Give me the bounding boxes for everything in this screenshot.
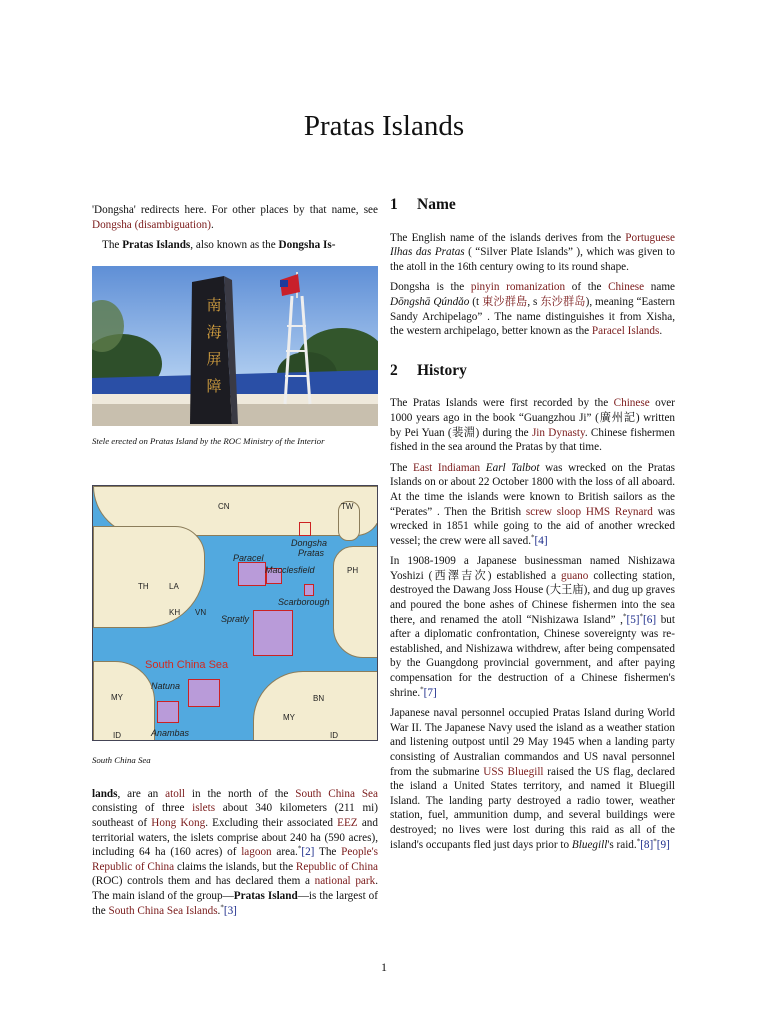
natuna-marker bbox=[188, 679, 220, 707]
map-label-la: LA bbox=[169, 581, 179, 591]
map-label-natuna: Natuna bbox=[151, 680, 181, 691]
chinese-link-2[interactable]: Chinese bbox=[613, 397, 650, 410]
map-label-id-east: ID bbox=[330, 730, 338, 740]
south-china-sea-map bbox=[92, 485, 378, 741]
citation-5[interactable]: [5] bbox=[626, 613, 640, 626]
map-caption: South China Sea bbox=[92, 754, 151, 765]
pinyin-link[interactable]: pinyin romanization bbox=[470, 281, 566, 294]
history-paragraph-1: The Pratas Islands were first recorded by the Chinese over 1000 years ago in the book “Guangzhou Ji” (廣州記) written by Pei Yuan (裴淵) during the Jin Dynasty. Chinese fishermen fished in the sea around the Pratas by that time. bbox=[390, 397, 675, 454]
map-label-th: TH bbox=[138, 581, 149, 591]
citation-7[interactable]: [7] bbox=[423, 686, 437, 699]
map-label-anambas: Anambas bbox=[151, 727, 190, 738]
uss-bluegill-link[interactable]: USS Bluegill bbox=[483, 765, 544, 778]
islets-link[interactable]: islets bbox=[192, 802, 216, 815]
name-paragraph-1: The English name of the islands derives from the Portuguese Ilhas das Pratas ( “Silver Plate Islands” ), which was given to the atoll in the 16th century owing to its round shape. bbox=[390, 231, 675, 273]
portuguese-link[interactable]: Portuguese bbox=[625, 231, 675, 244]
map-label-scarborough: Scarborough bbox=[278, 596, 330, 607]
screw-sloop-link[interactable]: screw sloop bbox=[525, 505, 582, 518]
redirect-note: 'Dongsha' redirects here. For other places by that name, see Dongsha (disambiguation). bbox=[92, 204, 378, 231]
prc-link[interactable]: People's Republic of China bbox=[92, 846, 378, 873]
map-label-paracel: Paracel bbox=[233, 552, 264, 563]
map-label-sea: South China Sea bbox=[145, 658, 229, 671]
map-label-my-west: MY bbox=[111, 692, 123, 702]
history-paragraph-4: Japanese naval personnel occupied Pratas Island during World War II. The Japanese Navy used the island as a weather station and listening outpost until 29 May 1945 when a landing party consisting of Australian commandos and US naval personnel from the submarine USS Bluegill raised the US flag, declared the island a United States territory, and named it Bluegill Island. The landing party destroyed a radio tower, weather station, fuel, ammunition dump, and several buildings were destroyed; no lives were lost during this raid as all of the island's occupants fled just days prior to Bluegill's raid.*[8]*[9] bbox=[390, 707, 675, 851]
history-paragraph-3: In 1908-1909 a Japanese businessman named Nishizawa Yoshizi (西澤吉次) established a guano collecting station, destroyed the Dawang Joss House (大王庙), and dug up graves and poured the bone ashes of Chinese fishermen into the sea there, and renamed the atoll “Nishizawa Island” ,*[5]*[6] but after a diplomatic confrontation, Chinese sovereignty was re-established, and Nishizawa withdrew, after being compensated by the Guangdong provincial government, and after paying compensation for the destruction of a Chinese fishermen's shrine.*[7] bbox=[390, 555, 675, 699]
traditional-name-link[interactable]: 東沙群島 bbox=[482, 295, 528, 308]
map-land-philippines bbox=[333, 546, 378, 658]
map-label-spratly: Spratly bbox=[221, 613, 250, 624]
map-land-malaysia-peninsula bbox=[93, 661, 155, 741]
map-label-ph: PH bbox=[347, 565, 359, 575]
map-label-id-west: ID bbox=[113, 730, 121, 740]
left-column bbox=[92, 203, 378, 924]
name-paragraph-2: Dongsha is the pinyin romanization of the Chinese name Dōngshā Qúndǎo (t 東沙群島, s 东沙群岛), meaning “Eastern Sandy Archipelago” . The name distinguishes it from Xisha, the western archipelago, better known as the Paracel Islands. bbox=[390, 281, 675, 338]
stele-photo bbox=[92, 266, 378, 426]
hms-reynard-link[interactable]: HMS Reynard bbox=[585, 505, 653, 518]
map-label-my-east: MY bbox=[283, 712, 295, 722]
simplified-name-link[interactable]: 东沙群岛 bbox=[540, 295, 586, 308]
map-label-dongsha: Dongsha bbox=[291, 537, 328, 548]
south-china-sea-link[interactable]: South China Sea bbox=[295, 787, 378, 800]
map-label-kh: KH bbox=[169, 607, 181, 617]
map-label-pratas: Pratas bbox=[298, 547, 325, 558]
intro-paragraph: The Pratas Islands, also known as the Dongsha Is- bbox=[102, 239, 336, 252]
atoll-link[interactable]: atoll bbox=[165, 787, 186, 800]
hong-kong-link[interactable]: Hong Kong bbox=[151, 816, 206, 829]
spratly-marker bbox=[253, 610, 293, 656]
section-heading-name: 1 Name bbox=[390, 196, 456, 213]
national-park-link[interactable]: national park bbox=[314, 875, 376, 888]
map-label-bn: BN bbox=[313, 693, 325, 703]
anambas-marker bbox=[157, 701, 179, 723]
page-number: 1 bbox=[381, 960, 387, 974]
citation-9[interactable]: [9] bbox=[656, 838, 670, 851]
map-land-indochina bbox=[93, 526, 205, 628]
citation-3[interactable]: [3] bbox=[223, 904, 237, 917]
disambiguation-link[interactable]: Dongsha (disambiguation) bbox=[92, 218, 212, 231]
paracel-islands-link[interactable]: Paracel Islands bbox=[591, 325, 660, 338]
photo-caption: Stele erected on Pratas Island by the ROC Ministry of the Interior bbox=[92, 435, 325, 446]
dongsha-marker bbox=[299, 522, 311, 536]
section-heading-history: 2 History bbox=[390, 361, 467, 379]
eez-link[interactable]: EEZ bbox=[337, 816, 358, 829]
map-label-vn: VN bbox=[195, 607, 207, 617]
guano-link[interactable]: guano bbox=[561, 569, 589, 582]
citation-4[interactable]: [4] bbox=[534, 534, 548, 547]
roc-link[interactable]: Republic of China bbox=[295, 860, 379, 873]
map-label-tw: TW bbox=[341, 501, 354, 511]
description-paragraph: lands, are an atoll in the north of the South China Sea consisting of three islets about 340 kilometers (211 mi) southeast of Hong Kong. Excluding their associated EEZ and territorial waters, the islets comprise about 240 ha (590 acres), including 64 ha (160 acres) of lagoon area.*[2] The People's Republic of China claims the islands, but the Republic of China (ROC) controls them and has declared them a national park. The main island of the group—Pratas Island—is the largest of the South China Sea Islands.*[3] bbox=[92, 787, 379, 917]
citation-6[interactable]: [6] bbox=[643, 613, 657, 626]
map-label-cn: CN bbox=[218, 501, 230, 511]
south-china-sea-islands-link[interactable]: South China Sea Islands bbox=[108, 904, 218, 917]
article-subject: Pratas Islands bbox=[122, 239, 191, 252]
right-column bbox=[390, 198, 675, 858]
map-label-macclesfield: Macclesfield bbox=[265, 564, 315, 575]
east-indiaman-link[interactable]: East Indiaman bbox=[413, 461, 481, 474]
chinese-link[interactable]: Chinese bbox=[608, 281, 645, 294]
history-paragraph-2: The East Indiaman Earl Talbot was wrecked on the Pratas Islands on or about 22 October 1800 with the loss of all aboard. At the time the islands were known to British sailors as the “Perates” . Then the British screw sloop HMS Reynard was wrecked in 1851 while going to the aid of another wrecked vessel; the crew were all saved.*[4] bbox=[390, 461, 676, 547]
paracel-marker bbox=[238, 562, 266, 586]
lagoon-link[interactable]: lagoon bbox=[241, 846, 272, 859]
citation-8[interactable]: [8] bbox=[640, 838, 654, 851]
stele-illustration bbox=[92, 266, 378, 426]
stele-inscription: 南 海 屏 障 bbox=[206, 295, 222, 395]
jin-dynasty-link[interactable]: Jin Dynasty bbox=[531, 426, 585, 439]
citation-2[interactable]: [2] bbox=[301, 846, 315, 859]
page-title: Pratas Islands bbox=[303, 110, 465, 142]
